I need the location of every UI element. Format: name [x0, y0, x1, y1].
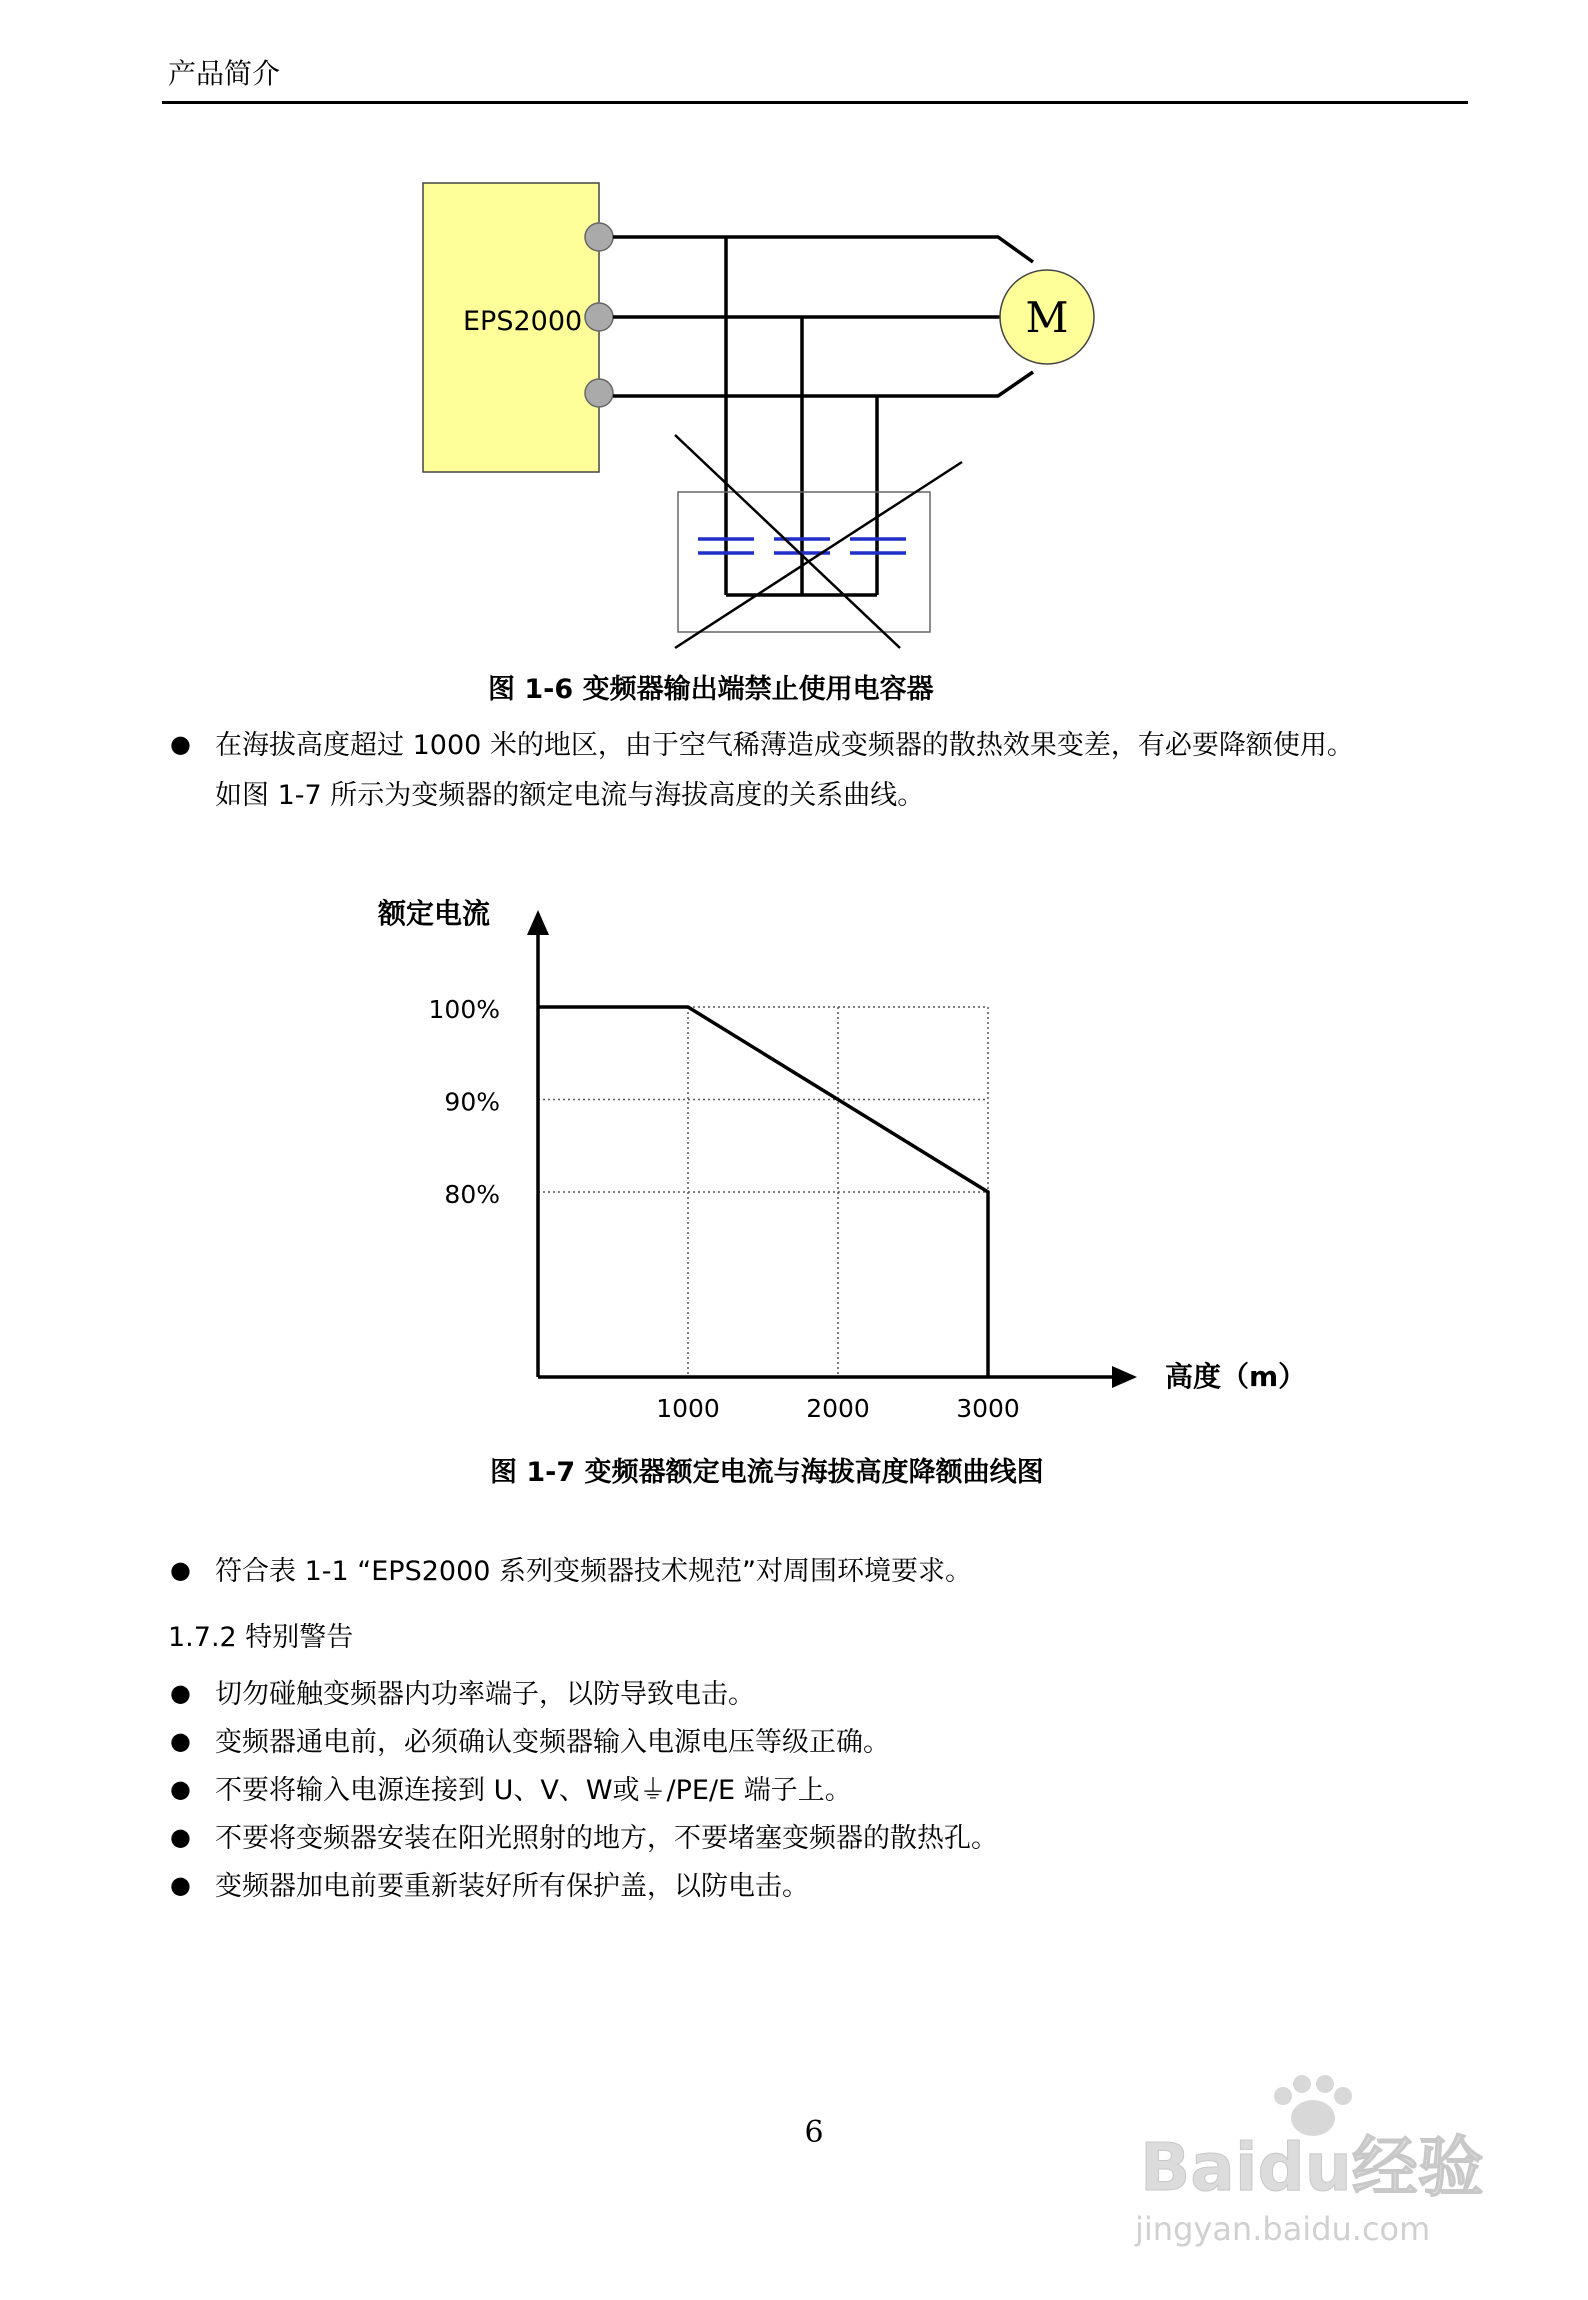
- chart-labels: [377, 897, 1306, 1423]
- watermark-brand: Baidu经验: [1140, 2129, 1484, 2206]
- figure-1-7-caption: 图 1-7 变频器额定电流与海拔高度降额曲线图: [490, 1457, 1044, 1488]
- warning-item: 切勿碰触变频器内功率端子，以防导致电击。: [215, 1679, 755, 1710]
- warning-item: 不要将输入电源连接到 U、V、W或⏚/PE/E 端子上。: [215, 1775, 852, 1806]
- paragraph-2: 符合表 1-1 “EPS2000 系列变频器技术规范”对周围环境要求。: [215, 1556, 973, 1587]
- motor-label: M: [1025, 293, 1069, 342]
- y-axis-label: 额定电流: [378, 897, 491, 930]
- y-tick-label: 100%: [428, 995, 500, 1024]
- bullet: ●: [170, 1679, 191, 1707]
- bullet: ●: [170, 1775, 191, 1803]
- y-tick-label: 80%: [444, 1180, 500, 1209]
- x-axis-arrow: [1112, 1366, 1137, 1388]
- watermark-url: jingyan.baidu.com: [1135, 2210, 1431, 2248]
- bullet: ●: [170, 730, 191, 758]
- baidu-watermark: [1120, 2060, 1520, 2260]
- bullet: ●: [170, 1871, 191, 1899]
- x-tick-label: 2000: [806, 1394, 870, 1423]
- y-tick-label: 90%: [444, 1087, 500, 1117]
- x-tick-label: 3000: [956, 1394, 1020, 1423]
- figure-1-6-caption: 图 1-6 变频器输出端禁止使用电容器: [488, 674, 934, 705]
- paragraph-1-line-2: 如图 1-7 所示为变频器的额定电流与海拔高度的关系曲线。: [215, 780, 925, 811]
- warning-item: 不要将变频器安装在阳光照射的地方，不要堵塞变频器的散热孔。: [215, 1823, 998, 1854]
- warning-item: 变频器加电前要重新装好所有保护盖，以防电击。: [215, 1871, 809, 1902]
- bullet: ●: [170, 1823, 191, 1851]
- section-heading: 1.7.2 特别警告: [168, 1622, 354, 1653]
- paragraph-1-line-1: 在海拔高度超过 1000 米的地区，由于空气稀薄造成变频器的散热效果变差，有必要降额使用。: [215, 730, 1354, 761]
- header-title: 产品简介: [168, 57, 281, 90]
- chart-grid: [538, 1007, 988, 1377]
- bullet: ●: [170, 1727, 191, 1755]
- paw-icon: [1274, 2075, 1352, 2136]
- warning-item: 变频器通电前，必须确认变频器输入电源电压等级正确。: [215, 1727, 890, 1758]
- page-number: 6: [804, 2115, 824, 2150]
- x-tick-label: 1000: [656, 1394, 720, 1423]
- chart-axes: [527, 910, 1137, 1388]
- x-axis-label: 高度（m）: [1165, 1360, 1307, 1393]
- bullet: ●: [170, 1556, 191, 1584]
- y-axis-arrow: [527, 910, 549, 935]
- eps2000-label: EPS2000: [463, 306, 583, 337]
